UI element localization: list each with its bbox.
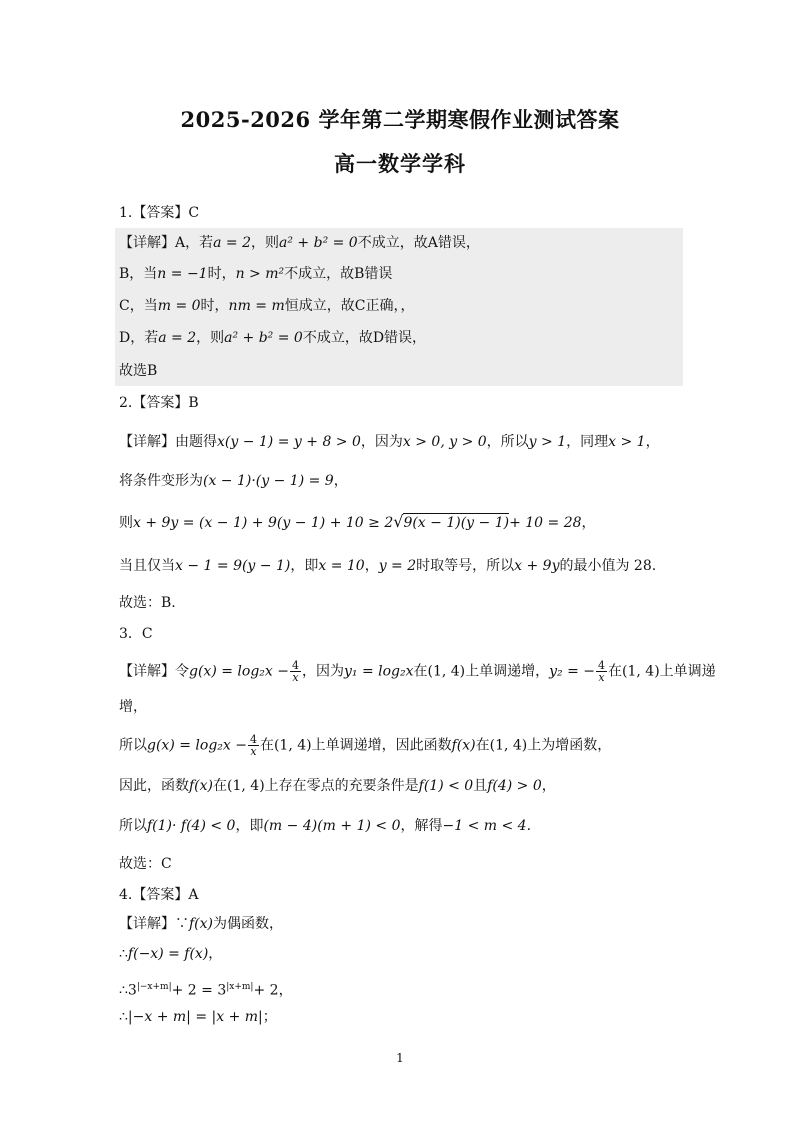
q3-detail-line-2: 增， (119, 699, 147, 715)
q1-detail-line-1: 【详解】A，若a = 2，则a² + b² = 0不成立，故A错误， (119, 235, 480, 251)
q4-answer: 4.【答案】A (119, 887, 199, 903)
q1-detail-line-3: C，当m = 0时，nm = m恒成立，故C正确，， (119, 298, 415, 314)
q3-detail-line-4: 因此，函数f(x)在(1, 4)上存在零点的充要条件是f(1) < 0且f(4) > 0， (119, 778, 556, 794)
q1-answer: 1.【答案】C (119, 205, 200, 221)
q3-answer: 3．C (119, 626, 153, 642)
q1-detail-line-2: B，当n = −1时，n > m²不成立，故B错误 (119, 266, 393, 282)
q3-detail-line-1: 【详解】令g(x) = log₂x − $\frac{4}{x}$ ，因为y₁ = log₂x在(1, 4)上单调递增，y₂ = − $\frac{4}{x}$ 在(1, 4)上单调递 (119, 659, 716, 684)
q4-detail-line-1: 【详解】∵f(x)为偶函数， (119, 916, 284, 932)
document-title: 2025-2026 学年第二学期寒假作业测试答案 (180, 107, 620, 132)
document-subtitle: 高一数学学科 (334, 151, 466, 176)
q4-detail-line-3: $\therefore 3^{|-x+m|}+ 2 = 3^{|x+m|}+ 2$， (119, 982, 293, 999)
q2-detail-line-2: 将条件变形为(x − 1)·(y − 1) = 9， (119, 473, 348, 489)
q4-detail-line-4: ∴|−x + m| = |x + m|； (119, 1009, 277, 1025)
q4-detail-line-2: ∴f(−x) = f(x)， (119, 946, 223, 962)
q2-choose: 故选：B. (119, 595, 176, 611)
page-number: 1 (396, 1051, 404, 1065)
q3-detail-line-5: 所以f(1)· f(4) < 0，即(m − 4)(m + 1) < 0，解得−1 < m < 4. (119, 818, 532, 834)
q2-detail-line-4: 当且仅当x − 1 = 9(y − 1)，即x = 10，y = 2时取等号，所以x + 9y的最小值为 28. (119, 558, 657, 574)
q1-detail-line-4: D，若a = 2，则a² + b² = 0不成立，故D错误， (119, 330, 427, 346)
q2-detail-line-3: 则x + 9y = (x − 1) + 9(y − 1) + 10 ≥ 2√9(x − 1)(y − 1)+ 10 = 28， (119, 512, 596, 531)
q3-detail-line-3: 所以g(x) = log₂x − $\frac{4}{x}$ 在(1, 4)上单调递增，因此函数f(x)在(1, 4)上为增函数， (119, 733, 612, 758)
q2-detail-line-1: 【详解】由题得x(y − 1) = y + 8 > 0，因为x > 0, y > 0，所以y > 1，同理x > 1， (119, 434, 660, 450)
q1-choose: 故选B (119, 363, 158, 379)
q2-answer: 2.【答案】B (119, 395, 199, 411)
fraction-4-over-x: $\frac{4}{x}$ (291, 659, 299, 684)
q3-choose: 故选：C (119, 856, 172, 872)
